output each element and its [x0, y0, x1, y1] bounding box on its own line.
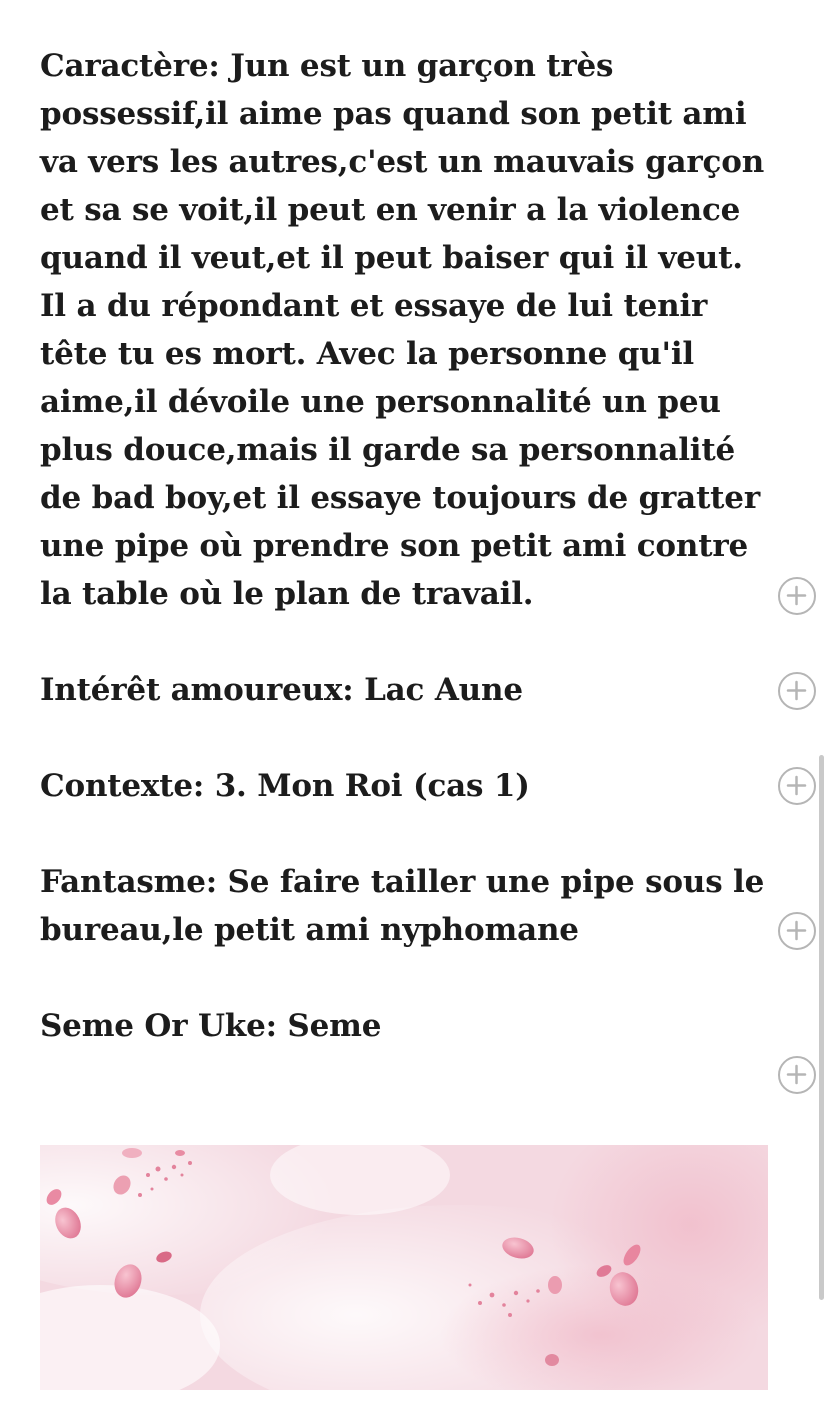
add-block-button[interactable]: [778, 672, 816, 710]
add-block-button[interactable]: [778, 912, 816, 950]
plus-icon: [780, 769, 813, 802]
blossom-banner-image: [40, 1145, 768, 1390]
add-block-button[interactable]: [778, 767, 816, 805]
plus-icon: [780, 674, 813, 707]
post-body: [40, 42, 772, 1050]
plus-icon: [780, 579, 813, 612]
seme-uke-paragraph: Seme Or Uke: Seme: [40, 1008, 382, 1044]
add-block-button[interactable]: [778, 577, 816, 615]
context-paragraph: Contexte: 3. Mon Roi (cas 1): [40, 768, 530, 804]
character-paragraph: Caractère: Jun est un garçon très possessif,il aime pas quand son petit ami va vers les autres,c'est un mauvais garçon et sa se voit,il peut en venir a la violence quand il veut,et il peut baiser qui il veut. Il a du répondant et essaye de lui tenir tête tu es mort. Avec la personne qu'il aime,il dévoile une personnalité un peu plus douce,mais il garde sa personnalité de bad boy,et il essaye toujours de gratter une pipe où prendre son petit ami contre la table où le plan de travail.: [40, 48, 765, 612]
fantasy-paragraph: Fantasme: Se faire tailler une pipe sous le bureau,le petit ami nyphomane: [40, 864, 765, 948]
love-interest-paragraph: Intérêt amoureux: Lac Aune: [40, 672, 523, 708]
scrollbar[interactable]: [819, 755, 824, 1300]
add-block-button[interactable]: [778, 1056, 816, 1094]
plus-icon: [780, 1058, 813, 1091]
plus-icon: [780, 914, 813, 947]
